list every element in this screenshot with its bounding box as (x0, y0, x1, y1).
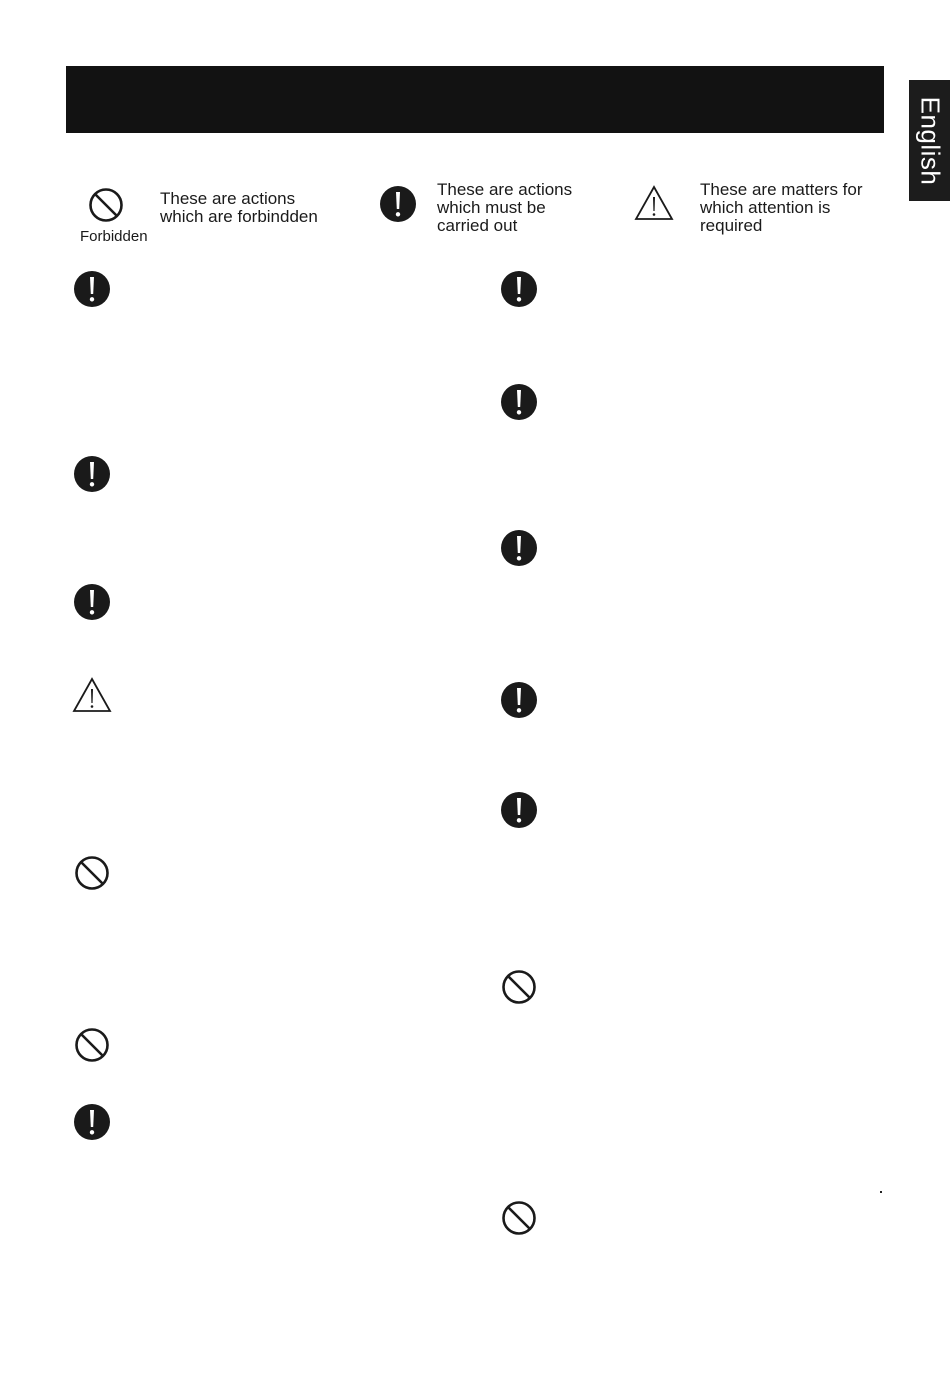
stray-dot (880, 1191, 882, 1193)
legend-caution-line-2: which attention is (700, 198, 831, 217)
warning-triangle-icon (634, 185, 674, 221)
prohibition-icon (88, 187, 124, 223)
exclamation-circle-icon (501, 682, 537, 718)
legend-caution-line-3: required (700, 216, 763, 235)
header-bar (66, 66, 884, 133)
legend-caution-line-1: These are matters for (700, 180, 863, 199)
warning-triangle-icon (72, 677, 112, 713)
legend-caution-text (700, 181, 863, 235)
legend-mandatory-line-2: which must be (437, 198, 546, 217)
exclamation-circle-icon (380, 186, 416, 222)
exclamation-circle-icon (501, 530, 537, 566)
legend-forbidden-line-1: These are actions (160, 189, 296, 208)
exclamation-circle-icon (501, 792, 537, 828)
legend-mandatory-text (437, 181, 572, 235)
legend-forbidden-caption: Forbidden (80, 228, 148, 245)
exclamation-circle-icon (74, 584, 110, 620)
language-tab-label: English (915, 96, 945, 185)
exclamation-circle-icon (74, 1104, 110, 1140)
legend-forbidden-text (160, 190, 318, 226)
exclamation-circle-icon (74, 271, 110, 307)
legend-mandatory-line-3: carried out (437, 216, 518, 235)
exclamation-circle-icon (501, 384, 537, 420)
legend-forbidden-line-2: which are forbindden (160, 207, 318, 226)
language-tab[interactable] (909, 80, 950, 201)
prohibition-icon (501, 1200, 537, 1236)
prohibition-icon (74, 855, 110, 891)
legend-mandatory-line-1: These are actions (437, 180, 573, 199)
prohibition-icon (74, 1027, 110, 1063)
prohibition-icon (501, 969, 537, 1005)
exclamation-circle-icon (501, 271, 537, 307)
exclamation-circle-icon (74, 456, 110, 492)
